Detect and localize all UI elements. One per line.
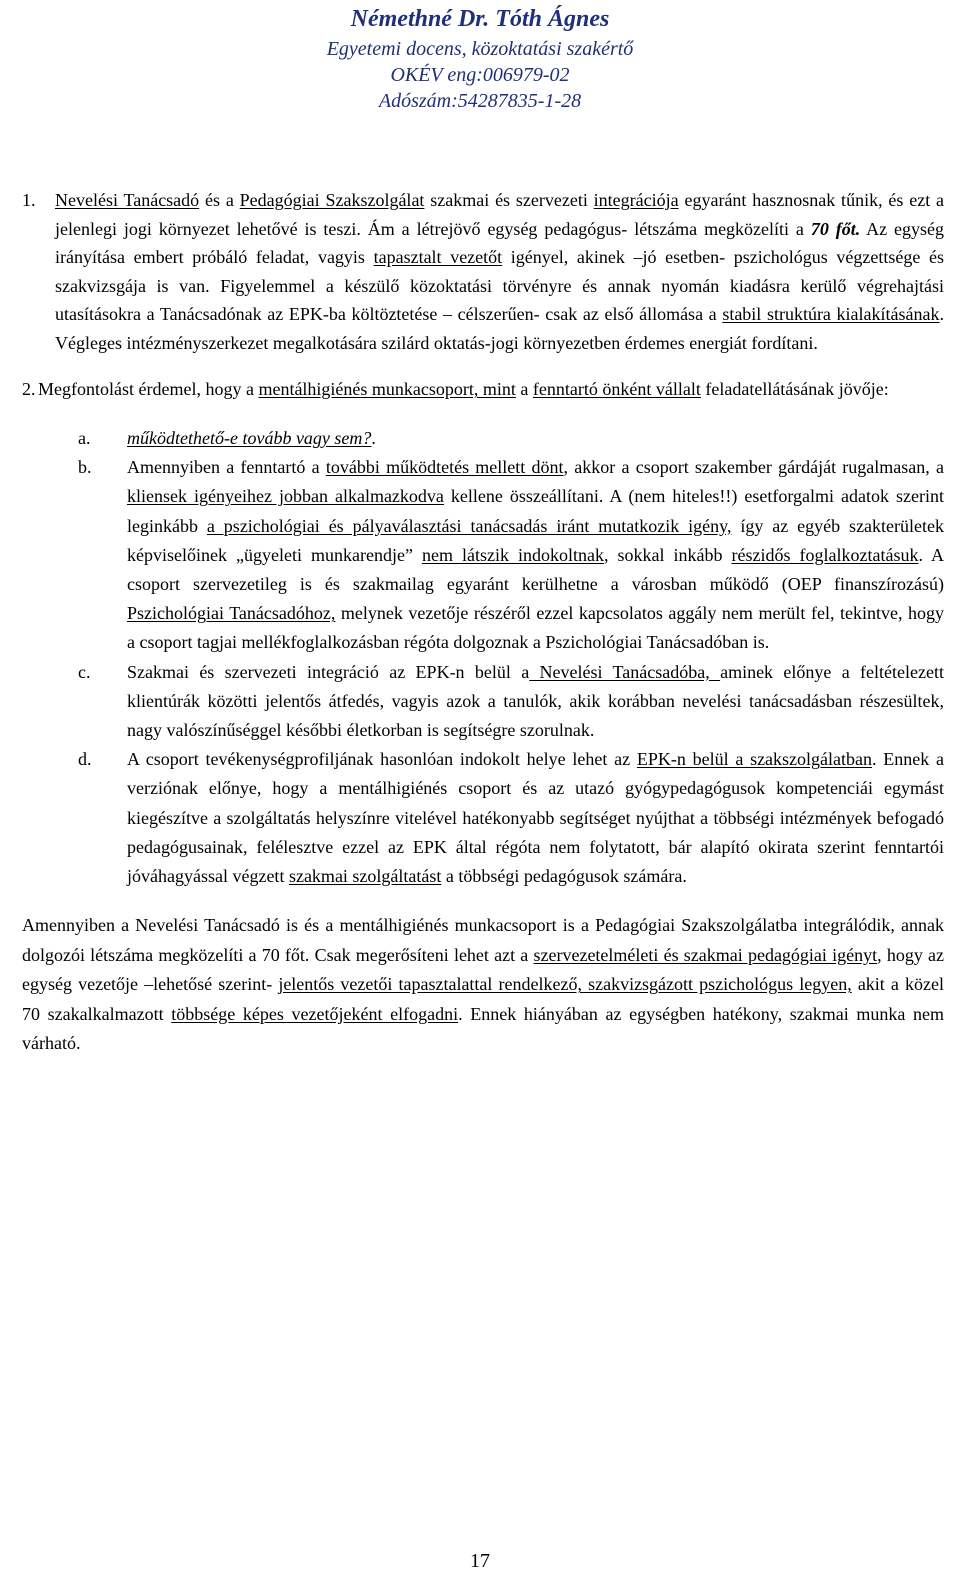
text-run: Nevelési Tanácsadó: [55, 190, 200, 210]
text-run: és a: [199, 190, 240, 210]
sub-item-letter: c.: [78, 661, 91, 682]
text-run: a pszichológiai és pályaválasztási tanácsadás iránt mutatkozik igény,: [206, 515, 732, 536]
text-run: így az egyéb szakterületek képviselőinek „ügyeleti munkarendje”: [127, 515, 945, 565]
text-run: többsége képes vezetőjeként elfogadni: [171, 1003, 459, 1024]
text-run: aminek előnye a feltételezett klientúrák közötti jelentős átfedés, vagyis azok a tanulók, akik korábban nevelési tanácsadásban részesültek, nagy valószínűséggel későbbi életkorban is segítségre szorulnak.: [127, 661, 944, 741]
numbered-item-2: [22, 374, 944, 404]
text-run: Pedagógiai Szakszolgálat: [239, 190, 425, 210]
text-run: működtethető-e tovább vagy sem?: [127, 428, 372, 448]
text-run: egyaránt hasznosnak tűnik, és ezt a jelenlegi jogi környezet lehetővé is teszi. Ám a létrejövő egység pedagógus- létszáma megközelíti a: [55, 190, 945, 239]
text-run: . A csoport szervezetileg is és szakmailag egyaránt kerülhetne a városban működő (OEP finanszírozású): [127, 544, 944, 595]
text-run: igényel, akinek –jó esetben- pszichológus végzettsége és szakvizsgája is van. Figyelemmel a készülő közoktatási törvényre és annak nyomán kiadásra kerülő végrehajtási utasításokra a Tanácsadónak az EPK-ba költöztetése – célszerűen- csak az első állomása a: [55, 247, 945, 324]
item-text: [55, 186, 944, 357]
text-run: szervezetelméleti és szakmai pedagógiai igényt: [533, 944, 878, 965]
text-run: Megfontolást érdemel, hogy a: [38, 379, 259, 399]
sub-item-a: [78, 424, 944, 453]
text-run: a: [515, 379, 533, 399]
item-number: 1.: [22, 190, 36, 210]
text-run: A csoport tevékenységprofiljának hasonlóan indokolt helye lehet az: [127, 749, 637, 770]
sub-item-text: [127, 658, 944, 746]
text-run: szakmai és szervezeti: [424, 190, 594, 210]
tax-id: Adószám:54287835-1-28: [378, 90, 582, 112]
text-run: jelentős vezetői tapasztalattal rendelkező, szakvizsgázott pszichológus legyen,: [278, 974, 852, 995]
letterhead: [0, 2, 960, 114]
text-run: Szakmai és szervezeti integráció az EPK-n belül a: [127, 661, 530, 682]
numbered-item-1: [22, 186, 944, 357]
sub-item-letter: d.: [78, 749, 92, 770]
text-run: . Ennek a verziónak előnye, hogy a mentálhigiénés csoport és az utazó gyógypedagógusok kompetenciái egymást kiegészítve a szolgáltatás helyszínre vitelével hatékonyabb segítséget nyújthat a többségi intézmények befogadó pedagógusainak, felélesztve ezzel az EPK által régóta nem folytatott, bár alapító okirata szerint fenntartói jóváhagyással végzett: [127, 749, 944, 887]
summary-paragraph: [22, 911, 944, 1059]
item-text: [38, 374, 944, 404]
text-run: feladatellátásának jövője:: [700, 379, 889, 399]
text-run: akit a közel 70 szakalkalmazott: [22, 974, 944, 1024]
text-run: szakmai szolgáltatást: [288, 866, 442, 887]
registration-number: OKÉV eng:006979-02: [390, 64, 570, 86]
text-run: részidős foglalkoztatásuk: [731, 544, 919, 565]
text-run: .: [855, 218, 861, 239]
sub-item-letter: a.: [78, 428, 91, 448]
text-run: melynek vezetője részéről ezzel kapcsolatos aggály nem merült fel, tekintve, hogy a csoport tagjai mellékfoglalkozásban régóta dolgoznak a Pszichológiai Tanácsadóban is.: [127, 603, 944, 653]
text-run: tapasztalt vezetőt: [373, 247, 503, 267]
text-run: Az egység irányítása embert próbáló feladat, vagyis: [55, 218, 945, 267]
sub-item-letter: b.: [78, 457, 92, 478]
sub-item-text: [127, 745, 944, 891]
text-run: a többségi pedagógusok számára.: [441, 866, 687, 887]
text-run: 70 főt: [810, 218, 856, 239]
text-run: , akkor a csoport szakember gárdáját rugalmasan, a: [563, 457, 944, 478]
text-run: kliensek igényeihez jobban alkalmazkodva: [127, 486, 444, 507]
sub-item-d: [78, 745, 944, 891]
text-run: további működtetés mellett dönt: [325, 457, 564, 478]
author-title: Egyetemi docens, közoktatási szakértő: [326, 38, 634, 60]
author-name: Némethné Dr. Tóth Ágnes: [350, 6, 610, 32]
text-run: nem látszik indokoltnak: [421, 544, 604, 565]
text-run: Nevelési Tanácsadóba,: [529, 661, 721, 682]
text-run: Amennyiben a Nevelési Tanácsadó is és a mentálhigiénés munkacsoport is a Pedagógiai Szakszolgálatba integrálódik, annak dolgozói létszáma megközelíti a 70 főt. Csak megerősíteni lehet azt a: [22, 915, 944, 965]
text-run: .: [371, 428, 376, 448]
text-run: stabil struktúra kialakításának: [722, 304, 940, 324]
text-run: kellene összeállítani. A (nem hiteles!!) esetforgalmi adatok szerint leginkább: [127, 486, 944, 536]
page-number: 17: [470, 1550, 490, 1572]
text-run: mentálhigiénés munkacsoport, mint: [258, 379, 516, 399]
text-run: Amennyiben a fenntartó a: [127, 457, 326, 478]
text-run: . Ennek hiányában az egységben hatékony, szakmai munka nem várható.: [22, 1003, 944, 1054]
text-run: fenntartó önként vállalt: [532, 379, 701, 399]
sub-item-text: [127, 424, 944, 453]
text-run: , sokkal inkább: [603, 544, 732, 565]
sub-item-c: [78, 658, 944, 746]
text-run: . Végleges intézményszerkezet megalkotására szilárd oktatás-jogi környezetben érdemes energiát fordítani.: [55, 304, 945, 353]
sub-item-list: [78, 424, 944, 891]
text-run: Pszichológiai Tanácsadóhoz,: [127, 603, 336, 624]
text-run: , hogy az egység vezetője –lehetősé szerint-: [22, 944, 944, 995]
sub-item-text: [127, 453, 944, 657]
sub-item-b: [78, 453, 944, 657]
document-body: [22, 186, 944, 1059]
text-run: integrációja: [593, 190, 679, 210]
item-number: 2.: [22, 379, 36, 399]
text-run: EPK-n belül a szakszolgálatban: [636, 749, 873, 770]
